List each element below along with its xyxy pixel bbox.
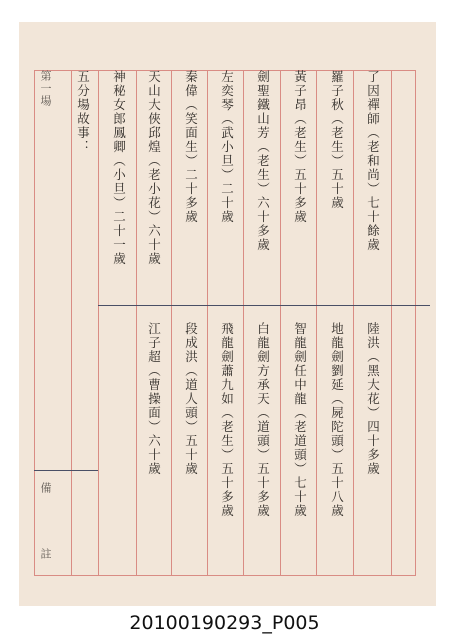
cast-entry: 飛龍劍蕭九如（老生）五十多歲 <box>219 322 235 518</box>
cast-entry: 左奕琴（武小旦）二十歲 <box>219 70 235 224</box>
cast-entry: 神秘女郎鳳卿（小旦）二十一歲 <box>111 70 127 266</box>
cast-entry: 智龍劍任中龍（老道頭）七十歲 <box>292 322 308 518</box>
grid-line <box>316 70 317 575</box>
grid-line <box>207 70 208 575</box>
cast-entry: 秦偉（笑面生）二十多歲 <box>183 70 199 224</box>
cast-entry: 黃子昂（老生）五十多歲 <box>292 70 308 224</box>
cast-entry: 了因禪師（老和尚）七十餘歲 <box>365 70 381 252</box>
cast-entry: 江子超（曹操面）六十歲 <box>146 322 162 476</box>
cast-entry: 地龍劍劉延（屍陀頭）五十八歲 <box>329 322 345 518</box>
grid-line <box>171 70 172 575</box>
cast-entry: 羅子秋（老生）五十歲 <box>329 70 345 210</box>
section-divider <box>98 305 430 306</box>
grid-line <box>243 70 244 575</box>
grid-line <box>136 70 137 575</box>
grid-line <box>34 575 416 576</box>
grid-line <box>415 70 416 575</box>
notes-label: 註 <box>39 548 52 561</box>
grid-line <box>353 70 354 575</box>
grid-line <box>280 70 281 575</box>
grid-line <box>71 70 72 575</box>
cast-entry: 天山大俠邱煌（老小花）六十歲 <box>146 70 162 266</box>
cast-entry: 陸洪（黑大花）四十多歲 <box>365 322 381 476</box>
section-divider <box>34 470 98 471</box>
cast-entry: 白龍劍方承天（道頭）五十多歲 <box>255 322 271 518</box>
notes-label: 備 <box>39 482 52 495</box>
scene-label: 第一場 <box>39 70 52 108</box>
story-heading: 五分場故事： <box>75 70 91 154</box>
cast-entry: 劍聖鐵山芳（老生）六十多歲 <box>255 70 271 252</box>
grid-line <box>34 70 35 575</box>
cast-entry: 段成洪（道人頭）五十歲 <box>183 322 199 476</box>
grid-line <box>391 70 392 575</box>
image-caption: 20100190293_P005 <box>129 612 320 634</box>
grid-line <box>98 70 99 575</box>
